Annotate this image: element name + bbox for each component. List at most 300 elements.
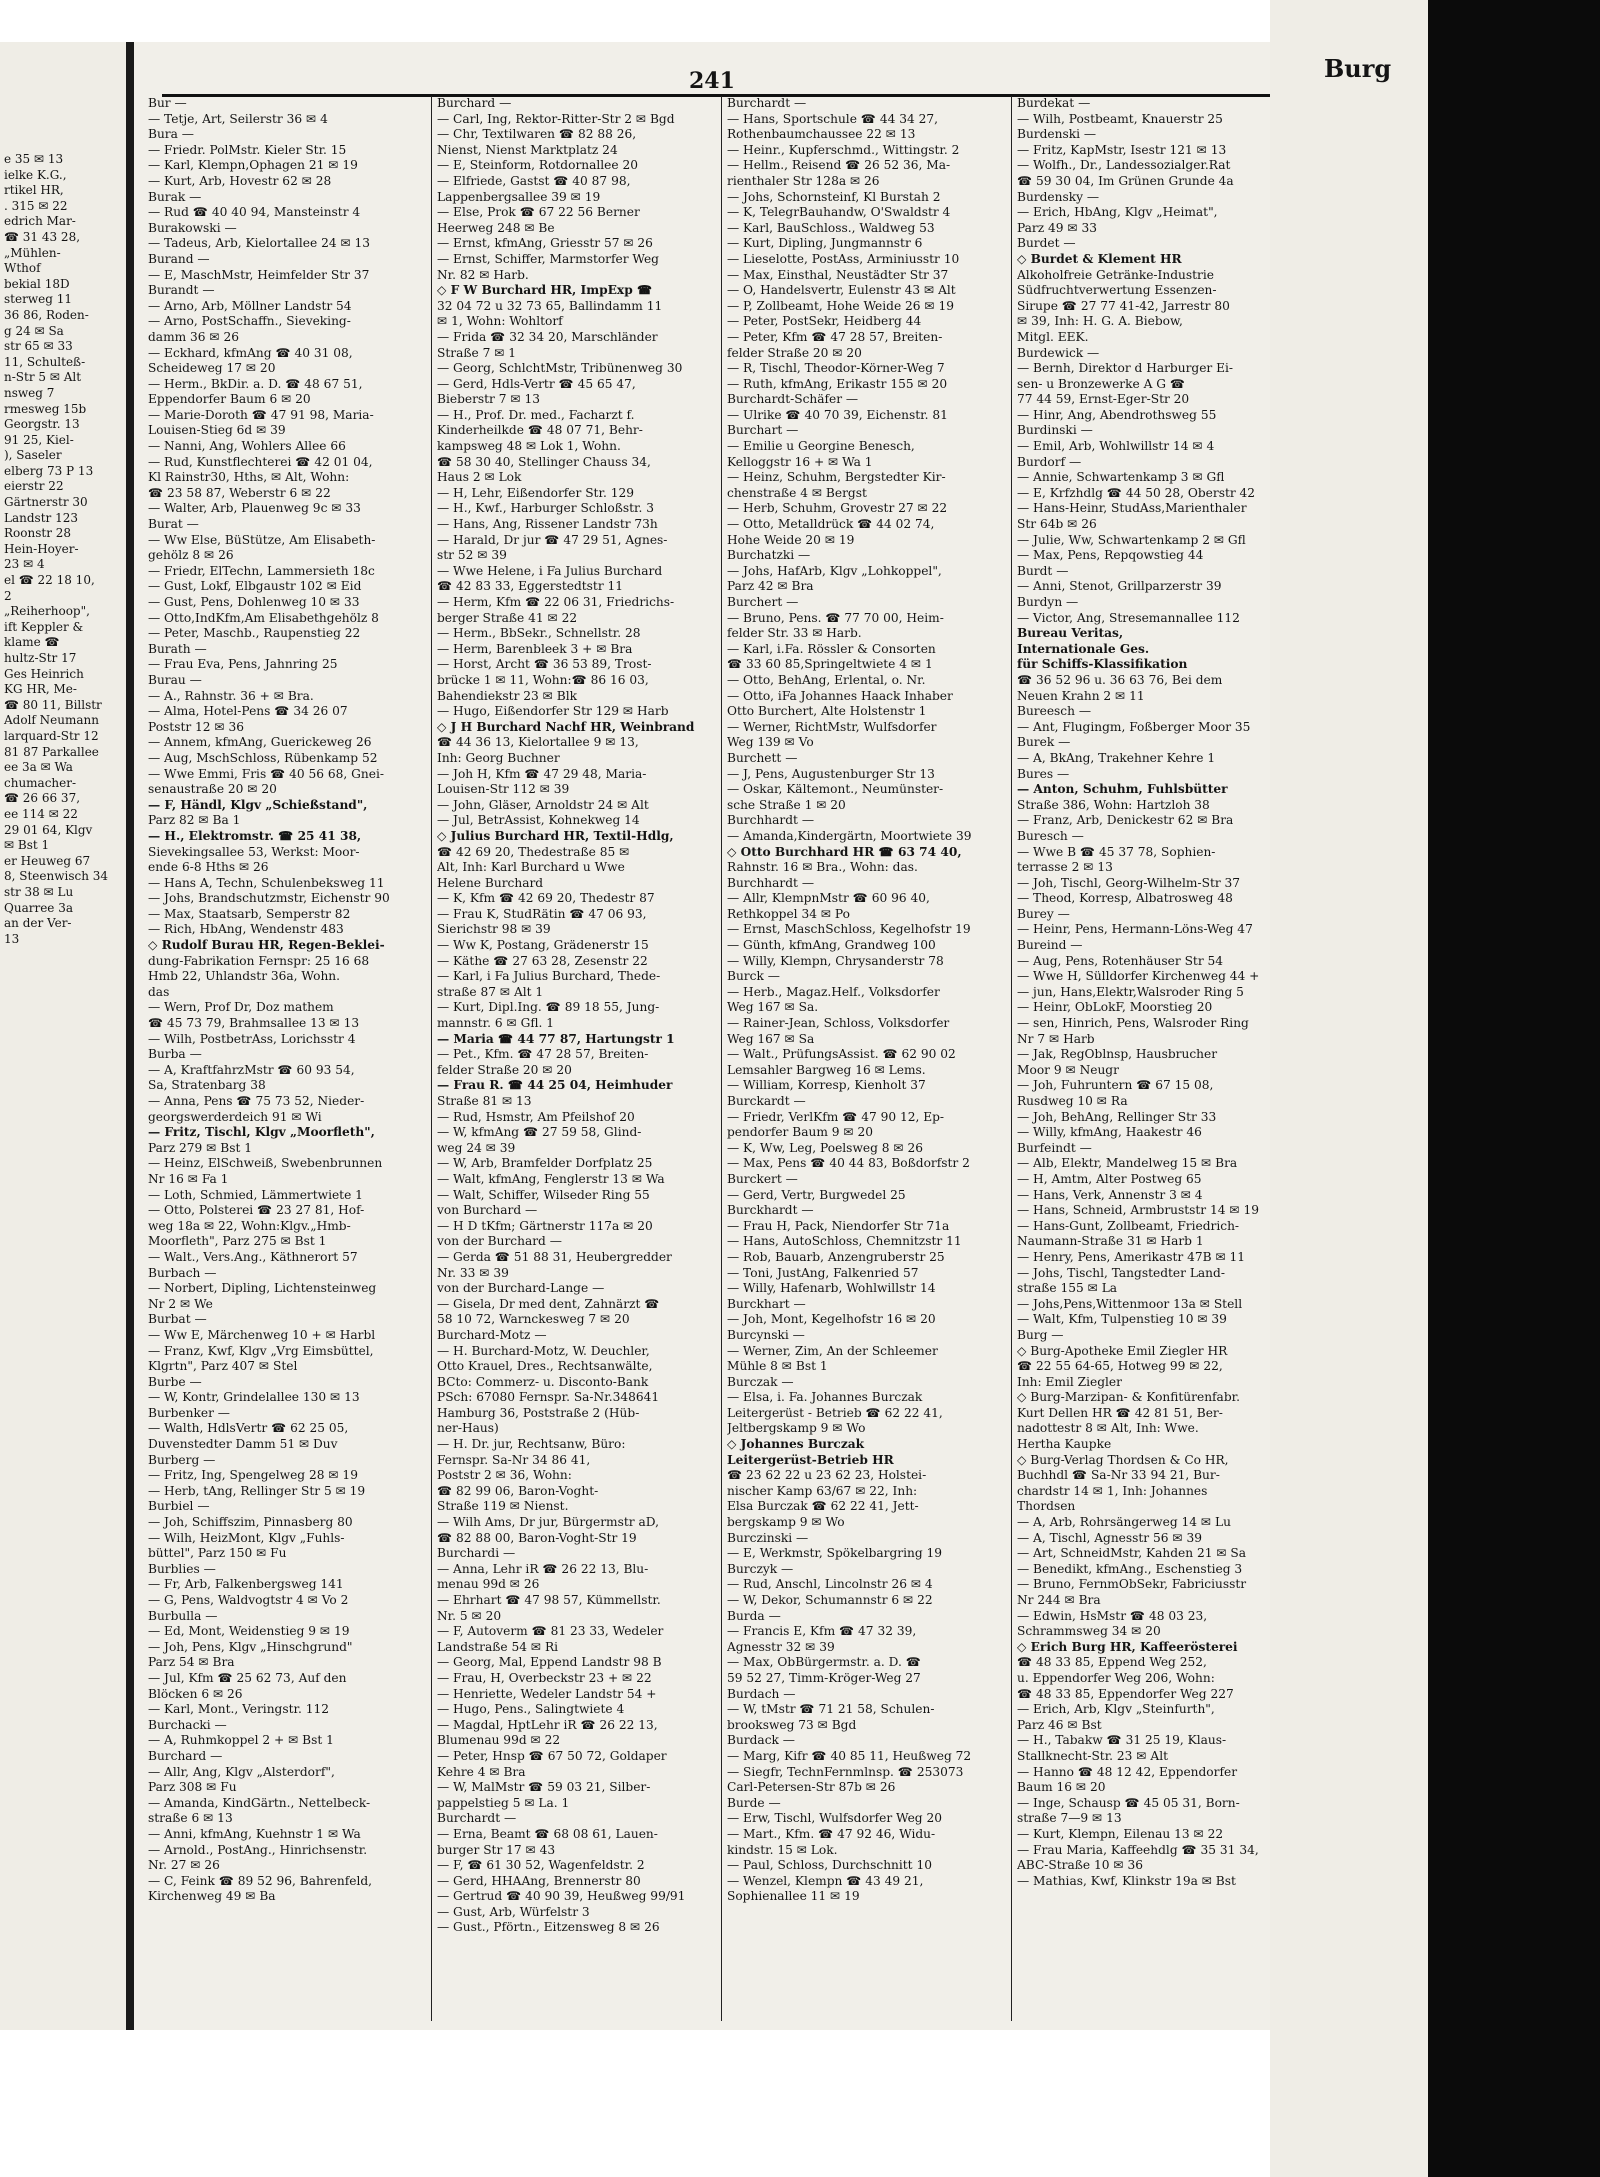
directory-entry: — Wwe Emmi, Fris ☎ 40 56 68, Gnei- [148, 766, 384, 781]
directory-entry: — Annem, kfmAng, Guerickeweg 26 [148, 735, 372, 750]
directory-entry: felder Str. 33 ✉ Harb. [727, 626, 862, 641]
directory-entry: — A., Rahnstr. 36 + ✉ Bra. [148, 688, 314, 703]
directory-entry: — Loth, Schmied, Lämmertwiete 1 [148, 1187, 363, 1202]
directory-entry: Blöcken 6 ✉ 26 [148, 1686, 243, 1701]
directory-entry: — Alb, Elektr, Mandelweg 15 ✉ Bra [1017, 1156, 1238, 1171]
directory-entry: — Hanno ☎ 48 12 42, Eppendorfer [1017, 1764, 1238, 1779]
directory-entry: Naumann-Straße 31 ✉ Harb 1 [1017, 1234, 1204, 1249]
directory-entry: mannstr. 6 ✉ Gfl. 1 [437, 1016, 554, 1031]
directory-entry: — Gertrud ☎ 40 90 39, Heußweg 99/91 [437, 1889, 686, 1904]
directory-entry: ABC-Straße 10 ✉ 36 [1017, 1858, 1143, 1873]
directory-entry: — Carl, Ing, Rektor-Ritter-Str 2 ✉ Bgd [437, 111, 675, 126]
directory-entry: Nr 16 ✉ Fa 1 [148, 1171, 229, 1186]
directory-entry: ◇ Burdet & Klement HR [1017, 251, 1182, 266]
directory-entry: — Hans, Sportschule ☎ 44 34 27, [727, 111, 938, 126]
directory-entry: Weg 167 ✉ Sa. [727, 1000, 819, 1015]
directory-entry: — Mart., Kfm. ☎ 47 92 46, Widu- [727, 1826, 936, 1841]
directory-entry: Scheideweg 17 ✉ 20 [148, 361, 276, 376]
directory-entry: — Kurt, Arb, Hovestr 62 ✉ 28 [148, 173, 332, 188]
directory-entry: dung-Fabrikation Fernspr: 25 16 68 [148, 953, 370, 968]
directory-entry: Louisen-Str 112 ✉ 39 [437, 782, 570, 797]
directory-entry: — Heinz, Schuhm, Bergstedter Kir- [727, 470, 946, 485]
directory-entry: Louisen-Stieg 6d ✉ 39 [148, 423, 286, 438]
directory-entry: — Max, Einsthal, Neustädter Str 37 [727, 267, 949, 282]
directory-entry: — Oskar, Kältemont., Neumünster- [727, 782, 944, 797]
previous-page-line: 36 86, Roden- [4, 307, 89, 322]
directory-entry: Nr 7 ✉ Harb [1017, 1031, 1095, 1046]
directory-entry: — Willy, Klempn, Chrysanderstr 78 [727, 953, 944, 968]
directory-entry: — Gust, Arb, Würfelstr 3 [437, 1904, 590, 1919]
directory-entry: Burba — [148, 1047, 202, 1062]
directory-entry: Burckhardt — [727, 1203, 814, 1218]
directory-entry: Burdenski — [1017, 127, 1097, 142]
directory-entry: — Marg, Kifr ☎ 40 85 11, Heußweg 72 [727, 1748, 972, 1763]
directory-entry: — Johs, Brandschutzmstr, Eichenstr 90 [148, 891, 390, 906]
directory-entry: Burckhart — [727, 1296, 806, 1311]
directory-entry: — John, Gläser, Arnoldstr 24 ✉ Alt [437, 797, 649, 812]
directory-entry: Burey — [1017, 906, 1070, 921]
directory-entry: Burdach — [727, 1686, 796, 1701]
directory-entry: — Tetje, Art, Seilerstr 36 ✉ 4 [148, 111, 328, 126]
previous-page-line: g 24 ✉ Sa [4, 323, 64, 338]
directory-entry: — E, Krfzhdlg ☎ 44 50 28, Oberstr 42 [1017, 485, 1256, 500]
directory-entry: — H. Dr. jur, Rechtsanw, Büro: [437, 1437, 626, 1452]
directory-entry: ☎ 23 58 87, Weberstr 6 ✉ 22 [148, 485, 331, 500]
directory-entry: Jeltbergskamp 9 ✉ Wo [727, 1421, 866, 1436]
directory-entry: Burau — [148, 672, 202, 687]
directory-entry: Burdack — [727, 1733, 795, 1748]
directory-entry: Burakowski — [148, 220, 237, 235]
previous-page-line: Ges Heinrich [4, 666, 84, 681]
directory-entry: Agnesstr 32 ✉ 39 [727, 1639, 835, 1654]
directory-entry: — Wolfh., Dr., Landessozialger.Rat [1017, 158, 1231, 173]
directory-entry: — K, Kfm ☎ 42 69 20, Thedestr 87 [437, 891, 655, 906]
directory-entry: — Walter, Arb, Plauenweg 9c ✉ 33 [148, 501, 361, 516]
directory-entry: — Max, ObBürgermstr. a. D. ☎ [727, 1655, 921, 1670]
directory-entry: — A, Arb, Rohrsängerweg 14 ✉ Lu [1017, 1515, 1231, 1530]
directory-entry: Burchert — [727, 595, 799, 609]
directory-entry: brücke 1 ✉ 11, Wohn:☎ 86 16 03, [437, 672, 649, 687]
directory-entry: Burg — [1017, 1327, 1064, 1342]
directory-entry: — F, ☎ 61 30 52, Wagenfeldstr. 2 [437, 1858, 645, 1873]
column-4 [1017, 96, 1287, 2026]
previous-page-line: Gärtnerstr 30 [4, 495, 88, 510]
directory-entry: Burchatzki — [727, 548, 811, 563]
directory-entry: — Hans A, Techn, Schulenbeksweg 11 [148, 875, 385, 890]
directory-entry: — C, Feink ☎ 89 52 96, Bahrenfeld, [148, 1873, 373, 1888]
directory-entry: Hertha Kaupke [1017, 1437, 1112, 1452]
previous-page-line: ift Keppler & [4, 619, 84, 634]
directory-entry: ◇ Burg-Apotheke Emil Ziegler HR [1017, 1343, 1228, 1358]
directory-entry: — H., Kwf., Harburger Schloßstr. 3 [437, 501, 654, 516]
directory-entry: Leitergerüst - Betrieb ☎ 62 22 41, [727, 1405, 943, 1420]
directory-entry: — Heinr., Kupferschmd., Wittingstr. 2 [727, 142, 960, 157]
directory-entry: — J, Pens, Augustenburger Str 13 [727, 766, 935, 781]
directory-entry: — Ernst, kfmAng, Griesstr 57 ✉ 26 [437, 236, 653, 251]
previous-page-line: ielke K.G., [4, 167, 67, 182]
directory-entry: Nr. 33 ✉ 39 [437, 1265, 509, 1280]
directory-entry: — Hugo, Pens., Salingtwiete 4 [437, 1702, 625, 1717]
directory-entry: — Walt, Kfm, Tulpenstieg 10 ✉ 39 [1017, 1312, 1227, 1327]
directory-entry: ☎ 42 83 33, Eggerstedtstr 11 [437, 579, 624, 594]
directory-entry: Burbe — [148, 1374, 202, 1389]
directory-entry: — Wern, Prof Dr, Doz mathem [148, 1000, 334, 1015]
directory-entry: — Erich, HbAng, Klgv „Heimat", [1017, 205, 1218, 220]
directory-entry: — Joh, Tischl, Georg-Wilhelm-Str 37 [1017, 875, 1241, 890]
directory-entry: — Erw, Tischl, Wulfsdorfer Weg 20 [727, 1811, 942, 1826]
directory-entry: — Henriette, Wedeler Landstr 54 + [437, 1686, 657, 1701]
directory-entry: — Francis E, Kfm ☎ 47 32 39, [727, 1624, 917, 1639]
previous-page-line: „Mühlen- [4, 245, 61, 260]
directory-entry: straße 155 ✉ La [1017, 1281, 1118, 1296]
directory-entry: ende 6-8 Hths ✉ 26 [148, 860, 269, 875]
directory-entry: — Frau Eva, Pens, Jahnring 25 [148, 657, 338, 672]
directory-entry: Str 64b ✉ 26 [1017, 517, 1097, 532]
directory-entry: — H, Amtm, Alter Postweg 65 [1017, 1171, 1202, 1186]
directory-entry: — E, MaschMstr, Heimfelder Str 37 [148, 267, 370, 282]
directory-entry: — Frau R. ☎ 44 25 04, Heimhuder [437, 1078, 673, 1093]
directory-entry: felder Straße 20 ✉ 20 [727, 345, 862, 360]
directory-entry: Burchard-Motz — [437, 1327, 547, 1342]
directory-entry: — H. Burchard-Motz, W. Deuchler, [437, 1343, 650, 1358]
column-divider [721, 96, 722, 2021]
directory-entry: Burczak — [727, 1374, 794, 1389]
directory-entry: — Ehrhart ☎ 47 98 57, Kümmellstr. [437, 1593, 661, 1607]
directory-entry: — Joh H, Kfm ☎ 47 29 48, Maria- [437, 766, 647, 781]
directory-entry: Burbenker — [148, 1405, 230, 1420]
directory-entry: — Käthe ☎ 27 63 28, Zesenstr 22 [437, 953, 648, 968]
directory-entry: — Gust., Pförtn., Eitzensweg 8 ✉ 26 [437, 1920, 660, 1935]
directory-entry: — Benedikt, kfmAng., Eschenstieg 3 [1017, 1561, 1243, 1576]
directory-entry: burger Str 17 ✉ 43 [437, 1842, 556, 1857]
directory-entry: ☎ 48 33 85, Eppend Weg 252, [1017, 1655, 1207, 1670]
directory-entry: — Chr, Textilwaren ☎ 82 88 26, [437, 127, 637, 142]
directory-entry: ◇ Erich Burg HR, Kaffeerösterei [1017, 1639, 1238, 1654]
directory-entry: Lemsahler Bargweg 16 ✉ Lems. [727, 1062, 926, 1077]
directory-entry: straße 87 ✉ Alt 1 [437, 984, 544, 999]
directory-entry: Südfruchtverwertung Essenzen- [1017, 283, 1217, 298]
directory-entry: PSch: 67080 Fernspr. Sa-Nr.348641 [437, 1390, 660, 1405]
directory-entry: — Gerd, Hdls-Vertr ☎ 45 65 47, [437, 376, 636, 391]
directory-entry: — Otto, iFa Johannes Haack Inhaber [727, 688, 953, 703]
directory-entry: — Allr, Ang, Klgv „Alsterdorf", [148, 1764, 335, 1779]
directory-entry: — G, Pens, Waldvogtstr 4 ✉ Vo 2 [148, 1593, 349, 1607]
previous-page-line: n-Str 5 ✉ Alt [4, 370, 82, 385]
directory-entry: Nr 2 ✉ We [148, 1296, 213, 1311]
directory-entry: — Ernst, MaschSchloss, Kegelhofstr 19 [727, 922, 971, 937]
directory-entry: — Herm, Kfm ☎ 22 06 31, Friedrichs- [437, 595, 675, 609]
directory-entry: — Amanda,Kindergärtn, Moortwiete 39 [727, 828, 972, 843]
directory-entry: ☎ 23 62 22 u 23 62 23, Holstei- [727, 1468, 927, 1483]
directory-entry: Hmb 22, Uhlandstr 36a, Wohn. [148, 969, 341, 984]
directory-entry: BCto: Commerz- u. Disconto-Bank [437, 1374, 649, 1389]
directory-entry: Parz 54 ✉ Bra [148, 1655, 235, 1670]
directory-entry: — Max, Pens, Repqowstieg 44 [1017, 548, 1204, 563]
directory-entry: Weg 167 ✉ Sa [727, 1031, 815, 1046]
directory-entry: — Annie, Schwartenkamp 3 ✉ Gfl [1017, 470, 1225, 485]
directory-entry: — Heinr, ObLokF, Moorstieg 20 [1017, 1000, 1213, 1015]
directory-entry: — Wilh, Postbeamt, Knauerstr 25 [1017, 111, 1223, 126]
directory-entry: pendorfer Baum 9 ✉ 20 [727, 1125, 873, 1140]
directory-entry: das [148, 984, 170, 999]
directory-entry: — Otto, BehAng, Erlental, o. Nr. [727, 672, 926, 687]
previous-page-line: str 38 ✉ Lu [4, 884, 74, 899]
directory-entry: ◇ Julius Burchard HR, Textil-Hdlg, [437, 828, 674, 843]
previous-page-line: Roonstr 28 [4, 526, 72, 541]
directory-entry: 58 10 72, Warnckesweg 7 ✉ 20 [437, 1312, 630, 1327]
directory-entry: Sievekingsallee 53, Werkst: Moor- [148, 844, 360, 859]
directory-entry: Elsa Burczak ☎ 62 22 41, Jett- [727, 1499, 919, 1514]
directory-entry: Leitergerüst-Betrieb HR [727, 1452, 894, 1467]
directory-entry: Parz 49 ✉ 33 [1017, 220, 1098, 235]
directory-entry: nischer Kamp 63/67 ✉ 22, Inh: [727, 1483, 918, 1498]
directory-entry: — Elfriede, Gastst ☎ 40 87 98, [437, 173, 631, 188]
previous-page-line: Quarree 3a [4, 900, 73, 915]
directory-entry: Sophienallee 11 ✉ 19 [727, 1889, 860, 1904]
directory-entry: von Burchard — [437, 1203, 538, 1218]
directory-entry: — Fritz, Tischl, Klgv „Moorfleth", [148, 1125, 375, 1140]
directory-entry: Burczinski — [727, 1530, 809, 1545]
directory-entry: Burchardt-Schäfer — [727, 392, 859, 407]
directory-entry: — K, TelegrBauhandw, O'Swaldstr 4 [727, 205, 951, 220]
directory-entry: — Frau K, StudRätin ☎ 47 06 93, [437, 906, 647, 921]
directory-entry: Nienst, Nienst Marktplatz 24 [437, 142, 618, 157]
previous-page-line: ee 114 ✉ 22 [4, 806, 78, 821]
directory-entry: — Gerd, HHAAng, Brennerstr 80 [437, 1873, 641, 1888]
directory-entry: — Georg, Mal, Eppend Landstr 98 B [437, 1655, 662, 1670]
adjacent-page-edge [1270, 0, 1428, 2177]
directory-entry: Fernspr. Sa-Nr 34 86 41, [437, 1452, 591, 1467]
directory-entry: — Jak, RegOblnsp, Hausbrucher [1017, 1047, 1218, 1062]
directory-entry: — Inge, Schausp ☎ 45 05 31, Born- [1017, 1795, 1240, 1810]
directory-entry: — Jul, BetrAssist, Kohnekweg 14 [437, 813, 640, 828]
directory-entry: Thordsen [1017, 1499, 1076, 1514]
directory-entry: Poststr 2 ✉ 36, Wohn: [437, 1468, 572, 1483]
directory-entry: 32 04 72 u 32 73 65, Ballindamm 11 [437, 298, 663, 313]
directory-entry: — Ww E, Märchenweg 10 + ✉ Harbl [148, 1327, 376, 1342]
directory-entry: Burbulla — [148, 1608, 218, 1623]
previous-page-line: 29 01 64, Klgv [4, 822, 93, 837]
directory-entry: Nr. 5 ✉ 20 [437, 1608, 502, 1623]
directory-entry: Kirchenweg 49 ✉ Ba [148, 1889, 276, 1904]
directory-entry: Hohe Weide 20 ✉ 19 [727, 532, 855, 547]
directory-entry: Burchart — [727, 423, 799, 438]
book-gutter [126, 42, 134, 2030]
previous-page-line: rtikel HR, [4, 183, 64, 198]
directory-entry: — Peter, Kfm ☎ 47 28 57, Breiten- [727, 329, 943, 344]
directory-entry: sche Straße 1 ✉ 20 [727, 797, 846, 812]
directory-entry: — Alma, Hotel-Pens ☎ 34 26 07 [148, 704, 348, 719]
directory-entry: ☎ 44 36 13, Kielortallee 9 ✉ 13, [437, 735, 639, 750]
directory-entry: Bureau Veritas, [1017, 626, 1124, 641]
directory-entry: — Karl, i.Fa. Rössler & Consorten [727, 641, 936, 656]
directory-entry: — Friedr. PolMstr. Kieler Str. 15 [148, 142, 347, 157]
directory-entry: für Schiffs-Klassifikation [1017, 657, 1188, 672]
directory-entry: — A, BkAng, Trakehner Kehre 1 [1017, 750, 1216, 765]
directory-entry: Bures — [1017, 766, 1070, 781]
page-header [134, 52, 1392, 98]
previous-page-line: KG HR, Me- [4, 682, 77, 697]
directory-entry: Sirupe ☎ 27 77 41-42, Jarrestr 80 [1017, 298, 1230, 313]
directory-entry: Burandt — [148, 283, 215, 298]
directory-entry: Burchard — [437, 96, 512, 110]
directory-entry: Alkoholfreie Getränke-Industrie [1017, 267, 1214, 282]
directory-entry: Eppendorfer Baum 6 ✉ 20 [148, 392, 311, 407]
previous-page-line: „Reiherhoop", [4, 604, 90, 619]
directory-entry: — Johs, Tischl, Tangstedter Land- [1017, 1265, 1225, 1280]
directory-entry: — Ant, Flugingm, Foßberger Moor 35 [1017, 719, 1251, 734]
directory-entry: — Walt., PrüfungsAssist. ☎ 62 90 02 [727, 1047, 956, 1062]
directory-entry: — Rob, Bauarb, Anzengruberstr 25 [727, 1249, 945, 1264]
directory-entry: — W, kfmAng ☎ 27 59 58, Glind- [437, 1125, 642, 1140]
directory-entry: — Eckhard, kfmAng ☎ 40 31 08, [148, 345, 353, 360]
previous-page-line: klame ☎ [4, 635, 60, 650]
directory-entry: — F, Händl, Klgv „Schießstand", [148, 797, 368, 812]
column-2 [437, 96, 707, 2026]
directory-entry: — Hans, Verk, Annenstr 3 ✉ 4 [1017, 1187, 1203, 1202]
directory-entry: — A, KraftfahrzMstr ☎ 60 93 54, [148, 1062, 355, 1077]
previous-page-line: hultz-Str 17 [4, 651, 77, 665]
directory-entry: Heerweg 248 ✉ Be [437, 220, 555, 235]
directory-entry: Haus 2 ✉ Lok [437, 470, 522, 485]
directory-entry: — Joh, Pens, Klgv „Hinschgrund" [148, 1639, 353, 1654]
directory-entry: Bieberstr 7 ✉ 13 [437, 392, 540, 407]
directory-entry: — Herm, Barenbleek 3 + ✉ Bra [437, 641, 633, 656]
directory-entry: — Johs, Schornsteinf, Kl Burstah 2 [727, 189, 941, 204]
directory-entry: — Maria ☎ 44 77 87, Hartungstr 1 [437, 1031, 675, 1046]
directory-entry: — Joh, BehAng, Rellinger Str 33 [1017, 1109, 1217, 1124]
directory-entry: Buchhdl ☎ Sa-Nr 33 94 21, Bur- [1017, 1468, 1220, 1483]
directory-entry: — Gust, Lokf, Elbgaustr 102 ✉ Eid [148, 579, 362, 594]
directory-entry: Schrammsweg 34 ✉ 20 [1017, 1624, 1161, 1639]
directory-entry: — Wwe B ☎ 45 37 78, Sophien- [1017, 844, 1216, 859]
directory-entry: — Werner, Zim, An der Schleemer [727, 1343, 938, 1358]
directory-entry: Burdet — [1017, 236, 1076, 251]
directory-entry: — Fritz, KapMstr, Isestr 121 ✉ 13 [1017, 142, 1227, 157]
directory-entry: Parz 42 ✉ Bra [727, 579, 814, 594]
directory-entry: — Anni, Stenot, Grillparzerstr 39 [1017, 579, 1222, 594]
directory-entry: Bureesch — [1017, 704, 1092, 719]
directory-entry: Burfeindt — [1017, 1140, 1092, 1155]
column-3 [727, 96, 997, 2026]
directory-entry: — Frau H, Pack, Niendorfer Str 71a [727, 1218, 950, 1233]
directory-entry: — Fritz, Ing, Spengelweg 28 ✉ 19 [148, 1468, 358, 1483]
directory-entry: von der Burchard-Lange — [437, 1281, 605, 1296]
directory-entry: Burbach — [148, 1265, 217, 1280]
directory-entry: Straße 386, Wohn: Hartzloh 38 [1017, 797, 1210, 812]
directory-entry: Bura — [148, 127, 194, 142]
directory-entry: — Johs, HafArb, Klgv „Lohkoppel", [727, 563, 942, 578]
directory-entry: — H D tKfm; Gärtnerstr 117a ✉ 20 [437, 1218, 653, 1233]
directory-entry: — H, Lehr, Eißendorfer Str. 129 [437, 485, 634, 500]
directory-entry: — Art, SchneidMstr, Kahden 21 ✉ Sa [1017, 1546, 1247, 1561]
directory-entry: — Otto, Metalldrück ☎ 44 02 74, [727, 517, 935, 532]
directory-entry: — Peter, Maschb., Raupenstieg 22 [148, 626, 361, 641]
directory-entry: Burdorf — [1017, 454, 1082, 469]
directory-entry: chardstr 14 ✉ 1, Inh: Johannes [1017, 1483, 1208, 1498]
directory-entry: — Hans-Heinr, StudAss,Marienthaler [1017, 501, 1247, 516]
directory-entry: — Harald, Dr jur ☎ 47 29 51, Agnes- [437, 532, 668, 547]
previous-page-line: . 315 ✉ 22 [4, 198, 68, 213]
directory-entry: Burat — [148, 517, 199, 532]
directory-entry: Burdt — [1017, 563, 1069, 578]
directory-entry: — Tadeus, Arb, Kielortallee 24 ✉ 13 [148, 236, 371, 251]
directory-entry: — O, Handelsvertr, Eulenstr 43 ✉ Alt [727, 283, 956, 298]
directory-entry: Burcynski — [727, 1327, 805, 1342]
directory-entry: — Norbert, Dipling, Lichtensteinweg [148, 1281, 377, 1296]
directory-entry: Burchardi — [437, 1546, 516, 1561]
directory-entry: ner-Haus) [437, 1421, 499, 1436]
previous-page-line: nsweg 7 [4, 385, 55, 400]
directory-entry: ☎ 58 30 40, Stellinger Chauss 34, [437, 454, 651, 469]
directory-entry: — R, Tischl, Theodor-Körner-Weg 7 [727, 361, 945, 376]
directory-entry: Kelloggstr 16 + ✉ Wa 1 [727, 454, 873, 469]
directory-entry: — Arnold., PostAng., Hinrichsenstr. [148, 1842, 368, 1857]
directory-entry: — A, Ruhmkoppel 2 + ✉ Bst 1 [148, 1733, 334, 1748]
directory-entry: senaustraße 20 ✉ 20 [148, 782, 277, 797]
directory-entry: — Heinz, ElSchweiß, Swebenbrunnen [148, 1156, 383, 1171]
directory-entry: terrasse 2 ✉ 13 [1017, 860, 1113, 875]
directory-entry: — Karl, i Fa Julius Burchard, Thede- [437, 969, 661, 984]
directory-entry: — Bernh, Direktor d Harburger Ei- [1017, 361, 1234, 376]
previous-page-line: 13 [4, 931, 20, 946]
directory-entry: u. Eppendorfer Weg 206, Wohn: [1017, 1670, 1215, 1685]
directory-entry: Nr 244 ✉ Bra [1017, 1593, 1101, 1607]
directory-entry: — Horst, Archt ☎ 36 53 89, Trost- [437, 657, 652, 672]
directory-entry: — Anni, kfmAng, Kuehnstr 1 ✉ Wa [148, 1826, 361, 1841]
directory-entry: Alt, Inh: Karl Burchard u Wwe [437, 860, 625, 875]
directory-entry: — Walt, kfmAng, Fenglerstr 13 ✉ Wa [437, 1171, 665, 1186]
previous-page-line: Hein-Hoyer- [4, 541, 79, 556]
directory-entry: Burbiel — [148, 1499, 210, 1514]
directory-entry: ☎ 42 69 20, Thedestraße 85 ✉ [437, 844, 630, 859]
directory-entry: — Erna, Beamt ☎ 68 08 61, Lauen- [437, 1826, 658, 1841]
directory-entry: Burblies — [148, 1561, 216, 1576]
directory-entry: — H., Tabakw ☎ 31 25 19, Klaus- [1017, 1733, 1227, 1748]
directory-entry: ◇ Otto Burchhard HR ☎ 63 74 40, [727, 844, 962, 859]
directory-entry: ◇ Burg-Marzipan- & Konfitürenfabr. [1017, 1390, 1240, 1405]
directory-entry: — Ed, Mont, Weidenstieg 9 ✉ 19 [148, 1624, 350, 1639]
directory-entry: damm 36 ✉ 26 [148, 329, 240, 344]
directory-entry: Carl-Petersen-Str 87b ✉ 26 [727, 1780, 896, 1795]
directory-entry: weg 24 ✉ 39 [437, 1140, 516, 1155]
directory-entry: — Herb, Schuhm, Grovestr 27 ✉ 22 [727, 501, 948, 516]
directory-entry: ◇ J H Burchard Nachf HR, Weinbrand [437, 719, 695, 734]
directory-entry: Rethkoppel 34 ✉ Po [727, 906, 850, 921]
previous-page-line: 81 87 Parkallee [4, 744, 99, 759]
directory-entry: — Rud, Kunstflechterei ☎ 42 01 04, [148, 454, 373, 469]
directory-entry: ☎ 59 30 04, Im Grünen Grunde 4a [1017, 173, 1234, 188]
directory-entry: — H., Prof. Dr. med., Facharzt f. [437, 407, 635, 422]
directory-entry: Kl Rainstr30, Hths, ✉ Alt, Wohn: [148, 470, 350, 485]
directory-entry: — Walt., Vers.Ang., Käthnerort 57 [148, 1249, 358, 1264]
directory-entry: — K, Ww, Leg, Poelsweg 8 ✉ 26 [727, 1140, 923, 1155]
directory-entry: Straße 7 ✉ 1 [437, 345, 517, 360]
directory-entry: Burbat — [148, 1312, 207, 1327]
directory-entry: — Amanda, KindGärtn., Nettelbeck- [148, 1795, 371, 1810]
directory-entry: ◇ Johannes Burczak [727, 1437, 865, 1452]
directory-entry: Burchhardt — [727, 875, 815, 890]
directory-entry: — Heinr, Pens, Hermann-Löns-Weg 47 [1017, 922, 1253, 937]
directory-entry: Rothenbaumchaussee 22 ✉ 13 [727, 127, 916, 142]
directory-entry: Burchett — [727, 750, 798, 765]
directory-entry: 77 44 59, Ernst-Eger-Str 20 [1017, 392, 1190, 407]
directory-entry: — Gerd, Vertr, Burgwedel 25 [727, 1187, 906, 1202]
directory-entry: ☎ 82 99 06, Baron-Voght- [437, 1483, 599, 1498]
previous-page-line: sterweg 11 [4, 292, 72, 307]
directory-entry: — Henry, Pens, Amerikastr 47B ✉ 11 [1017, 1249, 1246, 1264]
previous-page-line: str 65 ✉ 33 [4, 339, 73, 354]
